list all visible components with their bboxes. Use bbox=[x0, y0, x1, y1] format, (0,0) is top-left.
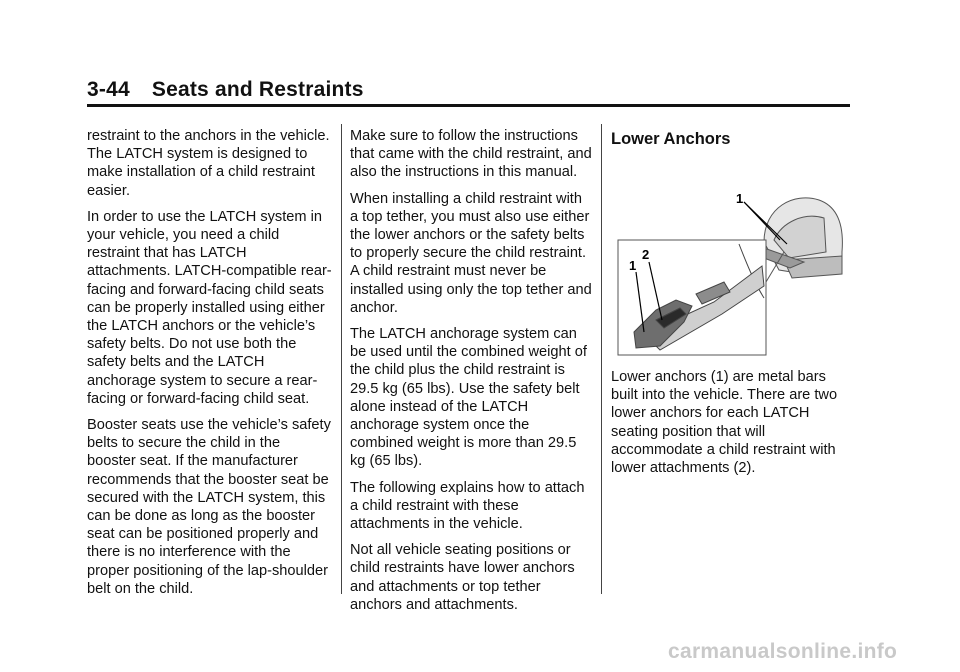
text-column-3 bbox=[611, 127, 856, 148]
lower-anchors-illustration bbox=[614, 182, 844, 357]
watermark: carmanualsonline.info bbox=[668, 640, 898, 663]
paragraph: When installing a child restraint with a top tether, you must also use either the lower anchors or the safety belts to properly secure the child restraint. A child restraint must never be installed using only the top tether and anchor. bbox=[350, 190, 592, 316]
text-column-1 bbox=[87, 127, 332, 606]
lower-anchors-heading: Lower Anchors bbox=[611, 130, 731, 148]
paragraph: restraint to the anchors in the vehicle. The LATCH system is designed to make installation of a child restraint easier. bbox=[87, 128, 330, 199]
paragraph: Lower anchors (1) are metal bars built into the vehicle. There are two lower anchors for each LATCH seating position that will accommodate a child restraint with lower attachments (2). bbox=[611, 369, 838, 477]
header-rule bbox=[87, 104, 850, 107]
paragraph: Make sure to follow the instructions that came with the child restraint, and also the instructions in this manual. bbox=[350, 128, 592, 181]
column-divider-2 bbox=[601, 124, 602, 594]
column-divider-1 bbox=[341, 124, 342, 594]
callout-label: 2 bbox=[642, 247, 650, 262]
paragraph: Booster seats use the vehicle’s safety belts to secure the child in the booster seat. If the manufacturer recommends that the booster seat be secured with the LATCH system, this can be done as long as the booster seat can be positioned properly and there is no interference with the proper positioning of the lap-shoulder belt on the child. bbox=[87, 417, 331, 597]
section-title: Seats and Restraints bbox=[151, 78, 364, 101]
paragraph: In order to use the LATCH system in your vehicle, you need a child restraint that has LATCH attachments. LATCH-compatible rear-facing and forward-facing child seats can be properly installed using either the LATCH anchors or the vehicle’s safety belts. Do not use both the safety belts and the LATCH anchorage system to secure a rear-facing or forward-facing child seat. bbox=[87, 208, 332, 407]
text-column-2 bbox=[350, 127, 592, 622]
page-header bbox=[87, 78, 364, 102]
callout-label: 1 bbox=[736, 191, 744, 206]
paragraph: The LATCH anchorage system can be used until the combined weight of the child plus the child restraint is 29.5 kg (65 lbs). Use the safety belt alone instead of the LATCH anchorage system once the combined weight is more than 29.5 kg (65 lbs). bbox=[350, 326, 587, 470]
callout-label: 1 bbox=[629, 258, 637, 273]
paragraph: Not all vehicle seating positions or child restraints have lower anchors and attachments or top tether anchors and attachments. bbox=[350, 542, 575, 613]
lower-anchors-figure bbox=[614, 182, 844, 357]
paragraph: The following explains how to attach a child restraint with these attachments in the vehicle. bbox=[350, 479, 585, 533]
page-number: 3-44 bbox=[87, 78, 130, 101]
lower-anchors-description bbox=[611, 368, 856, 477]
